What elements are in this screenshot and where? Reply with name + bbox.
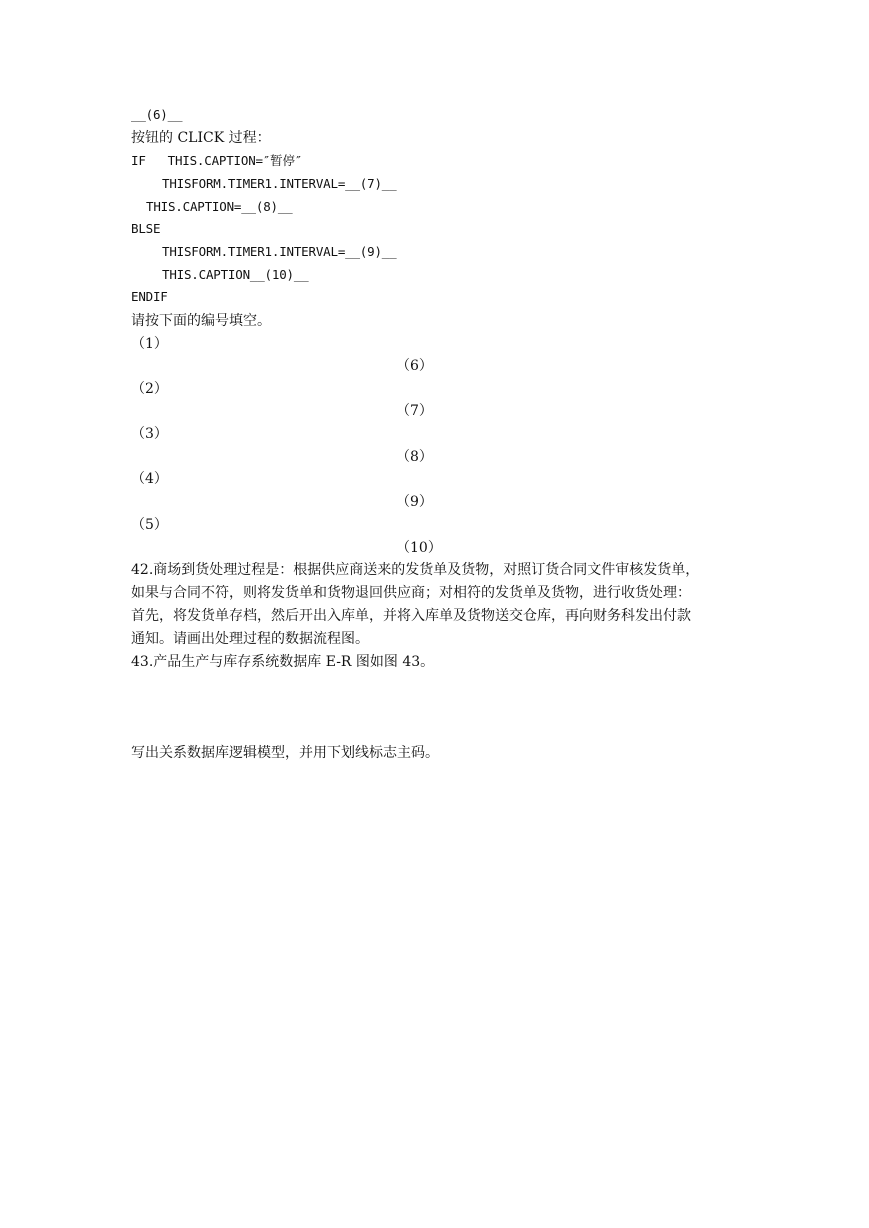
- blank-label-10: （10）: [396, 540, 442, 556]
- blank-label-5: （5）: [131, 517, 168, 533]
- code-line-interval-9: THISFORM.TIMER1.INTERVAL=__(9)__: [162, 244, 397, 259]
- code-line-interval-7: THISFORM.TIMER1.INTERVAL=__(7)__: [162, 176, 397, 191]
- question-43-instruction: 写出关系数据库逻辑模型，并用下划线标志主码。: [131, 745, 439, 761]
- question-42-line-2: 如果与合同不符，则将发货单和货物退回供应商；对相符的发货单及货物，进行收货处理：: [131, 585, 691, 601]
- blank-label-6: （6）: [396, 358, 433, 374]
- blank-label-4: （4）: [131, 471, 168, 487]
- question-42-line-1: 42.商场到货处理过程是：根据供应商送来的发货单及货物，对照订货合同文件审核发货单，: [131, 562, 700, 578]
- blank-label-7: （7）: [396, 403, 433, 419]
- code-line-caption-10: THIS.CAPTION__(10)__: [162, 267, 309, 282]
- question-42-line-3: 首先，将发货单存档，然后开出入库单，并将入库单及货物送交仓库，再向财务科发出付款: [131, 608, 691, 624]
- question-43: 43.产品生产与库存系统数据库 E-R 图如图 43。: [131, 654, 435, 670]
- blank-label-3: （3）: [131, 426, 168, 442]
- code-line-else: BLSE: [131, 221, 161, 236]
- blank-label-1: （1）: [131, 336, 168, 352]
- code-line-if: IF THIS.CAPTION=″暂停″: [131, 153, 303, 168]
- question-42-line-4: 通知。请画出处理过程的数据流程图。: [131, 631, 369, 647]
- code-line-caption-8: THIS.CAPTION=__(8)__: [146, 199, 293, 214]
- code-line-click-proc: 按钮的 CLICK 过程：: [131, 130, 271, 146]
- blank-label-9: （9）: [396, 494, 433, 510]
- blank-label-2: （2）: [131, 381, 168, 397]
- fill-instruction: 请按下面的编号填空。: [131, 313, 271, 329]
- code-line-blank-6: __(6)__: [131, 107, 183, 122]
- code-line-endif: ENDIF: [131, 289, 168, 304]
- blank-label-8: （8）: [396, 449, 433, 465]
